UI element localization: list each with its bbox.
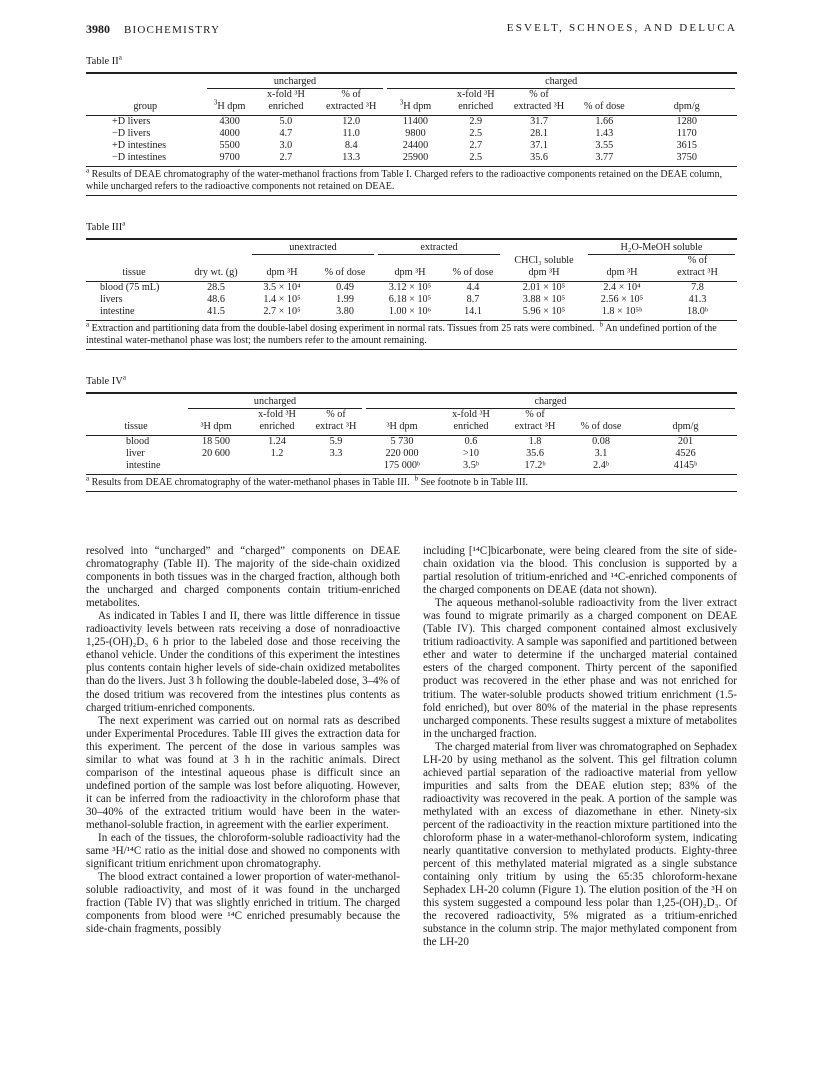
- group-header-uncharged: uncharged: [188, 396, 362, 409]
- table-cell: 4526: [675, 448, 696, 459]
- table-cell: 35.6: [526, 448, 544, 459]
- col-header: x-fold ³H: [266, 89, 305, 100]
- table-cell: 4.7: [279, 128, 293, 139]
- table-4: [86, 373, 737, 492]
- paragraph: including [¹⁴C]bicarbonate, were being cleared from the site of side-chain oxidation via the blood. This conclusion is supported by a partial resolution of tritium-enriched and ¹⁴C-enriched components of the charged components on DEAE (data not shown).: [423, 545, 737, 597]
- table-row: [86, 282, 737, 294]
- table-row: [86, 294, 737, 306]
- table-cell: 1.99: [336, 294, 354, 305]
- table-row: [86, 140, 737, 152]
- table-footnote: $^a$ Results of DEAE chromatography of the water-methanol fractions from Table I. Charged refers to the radioactive components retained on the DEAE column, while uncharged refers to the radioactive components not retained on DEAE.: [86, 166, 723, 192]
- col-header: ³H dpm: [200, 421, 232, 432]
- col-header: dpm/g: [672, 421, 699, 432]
- table-3: [86, 219, 737, 350]
- table-cell: 2.4 × 10⁴: [603, 282, 641, 293]
- col-header: enriched: [259, 421, 295, 432]
- table-cell: 1.4 × 10⁵: [263, 294, 301, 305]
- table-cell: [308, 460, 364, 472]
- col-header: % of: [529, 89, 549, 100]
- table-cell: 9800: [405, 128, 426, 139]
- col-header: % of: [326, 409, 346, 420]
- col-header: % of: [525, 409, 545, 420]
- table-row: [86, 116, 737, 128]
- table-cell: 41.3: [688, 294, 707, 305]
- table-cell: 2.01 × 10⁵: [522, 282, 566, 293]
- table-cell: 2.9: [469, 116, 483, 127]
- table-cell: 4300: [219, 116, 240, 127]
- row-label: +D intestines: [112, 140, 167, 151]
- table-cell: 25900: [402, 152, 429, 163]
- table-cell: 9700: [219, 152, 240, 163]
- paragraph: As indicated in Tables I and II, there was little difference in tissue radioactivity levels between rats receiving a dose of nonradioactive 1,25-(OH)₂D₃ 6 h prior to the labeled dose and those receiving the ethanol vehicle. Under the conditions of this experiment the intestines plus contents contain higher levels of side-chain oxidized metabolites than do the livers. Just 3 h following the double-labeled dose, 3–4% of the dosed tritium was recovered from the intestines plus contents as charged tritium-enriched components.: [86, 610, 400, 714]
- col-header: % of dose: [452, 267, 494, 278]
- table-cell: 1.24: [268, 436, 286, 447]
- table-cell: 18 500: [201, 436, 230, 447]
- paragraph: resolved into “uncharged” and “charged” components on DEAE chromatography (Table II). The majority of the side-chain oxidized components in both tissues was in the charged fraction, although both the uncharged and charged components contain tritium-enriched metabolites.: [86, 545, 400, 610]
- row-label: intestine: [126, 460, 161, 471]
- running-header: [86, 22, 737, 38]
- table-cell: 17.2ᵇ: [524, 460, 546, 471]
- col-header: % of dose: [324, 267, 366, 278]
- col-header: dpm ³H: [528, 267, 560, 278]
- table-cell: 4145ᵇ: [673, 460, 698, 471]
- table-cell: 48.6: [207, 294, 225, 305]
- table-cell: 1.8 × 10⁵ᵇ: [601, 306, 643, 317]
- table-cell: 1.00 × 10⁶: [388, 306, 432, 317]
- table-cell: 4000: [219, 128, 240, 139]
- table-cell: 0.08: [592, 436, 610, 447]
- table-row: [86, 306, 737, 318]
- table-cell: 1.8: [528, 436, 542, 447]
- paragraph: The next experiment was carried out on normal rats as described under Experimental Procedures. Table III gives the extraction data for this experiment. The percent of the dose in various samples was similar to what was found at 3 h in the rachitic animals. Direct comparison of the intestinal aqueous phase is difficult since an undefined portion of the sample was lost before aliquoting. However, it can be inferred from the radioactivity in the chloroform phase that 30–40% of the extracted tritium would have been in the water-methanol-soluble fraction, in agreement with the earlier experiment.: [86, 714, 400, 831]
- col-header: tissue: [124, 421, 148, 432]
- col-header: % of dose: [583, 101, 625, 112]
- table-row: [86, 460, 737, 472]
- table-cell: 3.55: [595, 140, 614, 151]
- col-header: dry wt. (g): [194, 267, 238, 278]
- table-cell: 1170: [676, 128, 697, 139]
- paragraph: In each of the tissues, the chloroform-soluble radioactivity had the same ³H/¹⁴C ratio as the initial dose and showed no components with significant tritium enrichment upon chromatography.: [86, 832, 400, 871]
- left-column: [86, 545, 400, 936]
- table-2: [86, 53, 737, 196]
- row-label: −D intestines: [112, 152, 167, 163]
- col-header: % of dose: [580, 421, 622, 432]
- table-cell: 11.0: [342, 128, 360, 139]
- table-3-grid: [86, 240, 737, 318]
- paragraph: The blood extract contained a lower proportion of water-methanol-soluble radioactivity, and most of it was found in the uncharged fraction (Table IV) that was slightly enriched in tritium. The charged components from blood were ¹⁴C enriched presumably because the side-chain fragments, possibly: [86, 871, 400, 936]
- table-cell: 14.1: [464, 306, 482, 317]
- table-cell: 4.4: [466, 282, 480, 293]
- table-cell: 1.66: [595, 116, 614, 127]
- table-cell: 2.5: [469, 152, 483, 163]
- table-row: [86, 128, 737, 140]
- col-header: CHCl₃ soluble: [514, 255, 574, 266]
- table-row: [86, 152, 737, 164]
- col-header: dpm ³H: [394, 267, 426, 278]
- group-header-extracted: extracted: [378, 242, 500, 255]
- col-header: $^3$H dpm: [399, 98, 432, 112]
- col-header: $^3$H dpm: [213, 98, 246, 112]
- table-cell: 41.5: [207, 306, 225, 317]
- table-cell: 6.18 × 10⁵: [388, 294, 432, 305]
- table-cell: 2.7 × 10⁵: [263, 306, 301, 317]
- table-row: [86, 436, 737, 448]
- table-cell: 5.0: [279, 116, 293, 127]
- table-cell: 0.49: [336, 282, 354, 293]
- table-cell: 28.1: [530, 128, 548, 139]
- col-header: % of: [341, 89, 361, 100]
- table-cell: 37.1: [530, 140, 548, 151]
- col-header: % of: [687, 255, 708, 266]
- table-row: [86, 448, 737, 460]
- table-cell: 8.4: [344, 140, 358, 151]
- table-cell: >10: [463, 448, 479, 459]
- table-cell: 1.43: [595, 128, 614, 139]
- col-header: enriched: [453, 421, 489, 432]
- row-label: blood (75 mL): [100, 282, 160, 293]
- table-2-grid: [86, 74, 737, 164]
- group-header-unextracted: unextracted: [252, 242, 374, 255]
- table-cell: 5500: [219, 140, 240, 151]
- table-cell: 20 600: [201, 448, 230, 459]
- col-header: extract ³H: [315, 421, 357, 432]
- paragraph: The charged material from liver was chromatographed on Sephadex LH-20 by using methanol as the solvent. This gel filtration column achieved partial separation of the radioactive material from yellow impurities and salts from the DEAE elution step; 83% of the radioactivity was recovered in the peak. A portion of the sample was methylated with an excess of diazomethane in ether. Ninety-six percent of the radioactivity in the reaction mixture partitioned into the chloroform phase in a water-methanol-chloroform system, indicating nearly quantitative conversion to methylated products. Eighty-three percent of this methylated material migrated as a single substance containing only tritium by using the 65:35 chloroform-hexane Sephadex LH-20 column (Figure 1). The elution position of the ³H on this system suggested a compound less polar than 1,25-(OH)₂D₃. Of the recovered radioactivity, 5% migrated as a tritium-enriched substance in the column strip. The major methylated component from the LH-20: [423, 740, 737, 949]
- row-label: +D livers: [112, 116, 151, 127]
- table-cell: 2.5: [469, 128, 483, 139]
- table-cell: 3750: [676, 152, 697, 163]
- table-cell: 11400: [402, 116, 429, 127]
- col-header: extracted ³H: [513, 101, 565, 112]
- table-cell: 3.1: [594, 448, 608, 459]
- table-footnote: $^a$ Extraction and partitioning data from the double-label dosing experiment in normal rats. Tissues from 25 rats were combined. $^b$ An undefined portion of the intestinal water-methanol phase was lost; the numbers refer to the amount remaining.: [86, 320, 717, 346]
- table-cell: 24400: [402, 140, 429, 151]
- table-cell: 175 000ᵇ: [383, 460, 421, 471]
- table-cell: [186, 460, 246, 472]
- table-cell: [246, 460, 308, 472]
- table-cell: 12.0: [342, 116, 361, 127]
- table-cell: 3615: [676, 140, 697, 151]
- table-caption: Table III$^a$: [86, 219, 126, 233]
- group-header-h2o-meoh: H₂O-MeOH soluble: [588, 242, 735, 255]
- table-cell: 1280: [676, 116, 697, 127]
- paragraph: The aqueous methanol-soluble radioactivity from the liver extract was found to migrate primarily as a charged component on DEAE (Table IV). This charged component contained almost exclusively tritium radioactivity. A sample was saponified and partitioned between ether and water to determine if the uncharged material contained esters of the charged component. Thirty percent of the saponified product was recovered in the ether phase and was not enriched for tritium. The water-soluble products showed tritium enrichment (1.5-fold enriched), but over 80% of the material in the phase represents uncharged components. These results suggest a mixture of metabolites in the uncharged fraction.: [423, 597, 737, 740]
- group-header-charged: charged: [387, 76, 735, 89]
- table-cell: 3.77: [595, 152, 614, 163]
- table-cell: 3.5 × 10⁴: [263, 282, 301, 293]
- col-header: enriched: [268, 101, 304, 112]
- col-header: dpm/g: [673, 101, 700, 112]
- table-cell: 3.88 × 10⁵: [522, 294, 566, 305]
- table-cell: 28.5: [207, 282, 225, 293]
- author-names: ESVELT, SCHNOES, AND DELUCA: [506, 22, 737, 34]
- col-header: extracted ³H: [326, 101, 377, 112]
- table-cell: 35.6: [530, 152, 548, 163]
- page-number: 3980: [86, 22, 110, 36]
- table-cell: 220 000: [385, 448, 419, 459]
- table-cell: 31.7: [530, 116, 548, 127]
- journal-name: BIOCHEMISTRY: [123, 24, 221, 36]
- col-header: tissue: [122, 267, 146, 278]
- col-header: group: [133, 101, 158, 112]
- table-cell: 2.4ᵇ: [593, 460, 609, 471]
- table-cell: 5.9: [329, 436, 343, 447]
- table-cell: 5 730: [390, 436, 414, 447]
- table-4-grid: [86, 394, 737, 472]
- table-cell: 5.96 × 10⁵: [522, 306, 566, 317]
- table-cell: 2.7: [279, 152, 293, 163]
- row-label: liver: [126, 448, 145, 459]
- table-cell: 3.5ᵇ: [463, 460, 479, 471]
- table-cell: 1.2: [270, 448, 284, 459]
- col-header: extract ³H: [514, 421, 556, 432]
- table-cell: 201: [677, 436, 694, 447]
- table-cell: 3.12 × 10⁵: [388, 282, 432, 293]
- col-header: x-fold ³H: [258, 409, 296, 420]
- col-header: dpm ³H: [606, 267, 638, 278]
- row-label: intestine: [100, 306, 135, 317]
- table-footnote: $^a$ Results from DEAE chromatography of the water-methanol phases in Table III. $^b$ See footnote b in Table III.: [86, 474, 529, 488]
- table-cell: 0.6: [464, 436, 478, 447]
- group-header-charged: charged: [366, 396, 735, 409]
- table-cell: 3.3: [329, 448, 343, 459]
- col-header: x-fold ³H: [456, 89, 495, 100]
- table-caption: Table $IV^a$: [86, 373, 126, 387]
- col-header: ³H dpm: [386, 421, 418, 432]
- row-label: livers: [100, 294, 123, 305]
- row-label: blood: [126, 436, 150, 447]
- table-cell: 7.8: [691, 282, 704, 293]
- right-column: [423, 545, 737, 949]
- table-cell: 3.0: [279, 140, 293, 151]
- table-cell: 8.7: [466, 294, 480, 305]
- table-cell: 13.3: [342, 152, 361, 163]
- table-cell: 2.56 × 10⁵: [600, 294, 644, 305]
- group-header-uncharged: uncharged: [207, 76, 384, 89]
- table-caption: Table $II^a$: [86, 53, 122, 67]
- col-header: dpm ³H: [266, 267, 298, 278]
- row-label: −D livers: [112, 128, 151, 139]
- col-header: enriched: [458, 101, 494, 112]
- table-cell: 3.80: [336, 306, 354, 317]
- col-header: extract ³H: [677, 267, 718, 278]
- table-cell: 2.7: [469, 140, 483, 151]
- table-cell: 18.0ᵇ: [687, 306, 708, 317]
- col-header: x-fold ³H: [452, 409, 490, 420]
